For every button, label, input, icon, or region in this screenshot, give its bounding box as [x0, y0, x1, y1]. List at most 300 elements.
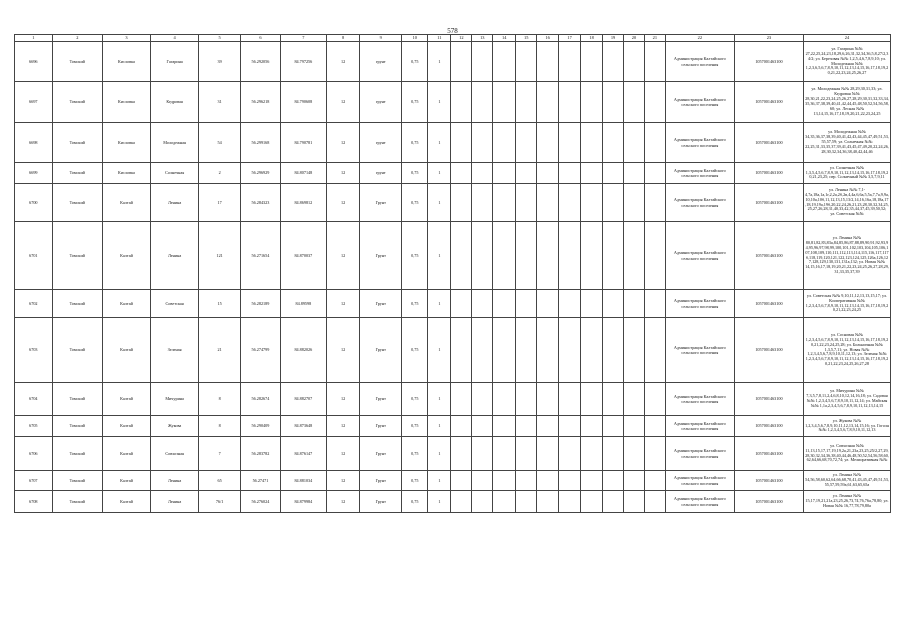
cell-c11: 1 — [428, 222, 451, 290]
cell-empty — [581, 184, 603, 222]
cell-c9: грунт — [360, 42, 402, 82]
cell-empty — [581, 437, 603, 471]
cell-id: 6706 — [15, 437, 53, 471]
cell-empty — [581, 383, 603, 416]
cell-c10: 0,75 — [402, 184, 428, 222]
cell-lon: 84.873648 — [280, 416, 326, 437]
cell-empty — [603, 318, 624, 383]
cell-lat: 56.282674 — [241, 383, 281, 416]
cell-streets: ул. Ленина №№ 54,56,58,60,62,64,66,68,70,41,43,45,47,49,51,53,55,57,59,59а,61,63,65,65а — [803, 471, 890, 491]
cell-empty — [644, 290, 665, 318]
cell-empty — [451, 437, 472, 471]
cell-empty — [644, 416, 665, 437]
cell-lat: 56.276024 — [241, 491, 281, 513]
table-row — [15, 491, 891, 513]
cell-empty — [472, 222, 493, 290]
cell-empty — [537, 42, 559, 82]
cell-empty — [559, 437, 581, 471]
cell-empty — [581, 290, 603, 318]
cell-empty — [537, 471, 559, 491]
column-number: 2 — [52, 35, 102, 42]
cell-house: 76/1 — [199, 491, 241, 513]
cell-house: 31 — [199, 82, 241, 123]
cell-empty — [451, 163, 472, 184]
cell-empty — [581, 471, 603, 491]
cell-empty — [623, 318, 644, 383]
cell-c9: грунт — [360, 82, 402, 123]
table-row — [15, 290, 891, 318]
column-number: 13 — [472, 35, 493, 42]
cell-settlement: Кисловка — [102, 82, 150, 123]
cell-lat: 56.290409 — [241, 416, 281, 437]
cell-empty — [472, 471, 493, 491]
column-number: 21 — [644, 35, 665, 42]
cell-empty — [603, 290, 624, 318]
cell-streets: ул. Ленина №№ 15,17,19,21,21а,23,25,26,73,74,76,76а,78,80; ул. Новая №№ 16,77,78,79,80а — [803, 491, 890, 513]
cell-c10: 0,75 — [402, 82, 428, 123]
cell-house: 17 — [199, 184, 241, 222]
cell-empty — [623, 437, 644, 471]
cell-house: 7 — [199, 437, 241, 471]
cell-empty — [516, 318, 537, 383]
cell-district: Томский — [52, 437, 102, 471]
column-number: 22 — [665, 35, 734, 42]
cell-empty — [603, 437, 624, 471]
cell-c11: 1 — [428, 318, 451, 383]
cell-c11: 1 — [428, 42, 451, 82]
cell-empty — [472, 383, 493, 416]
cell-empty — [623, 82, 644, 123]
column-number: 15 — [516, 35, 537, 42]
cell-empty — [451, 82, 472, 123]
cell-empty — [603, 184, 624, 222]
cell-lat: 56.27471 — [241, 471, 281, 491]
cell-c10: 0,75 — [402, 437, 428, 471]
column-number-row — [15, 35, 891, 42]
cell-empty — [603, 123, 624, 163]
cell-lon: 84.876147 — [280, 437, 326, 471]
cell-district: Томский — [52, 471, 102, 491]
cell-empty — [559, 416, 581, 437]
cell-empty — [644, 82, 665, 123]
cell-district: Томский — [52, 184, 102, 222]
cell-lon: 84.869812 — [280, 184, 326, 222]
cell-org: Администрация Калтайского сельского поселения — [665, 222, 734, 290]
cell-empty — [451, 222, 472, 290]
cell-empty — [603, 416, 624, 437]
cell-c10: 0,75 — [402, 290, 428, 318]
cell-empty — [493, 491, 516, 513]
cell-empty — [493, 42, 516, 82]
cell-streets: ул. Жукова №№ 1,2,3,4,5,6,7,8,9,10,11,12,13,14,15,16; ул. Гоголя №№ 1,2,3,4,5,6,7,8,9,10,11,12,13 — [803, 416, 890, 437]
column-number: 23 — [734, 35, 803, 42]
cell-c9: грунт — [360, 163, 402, 184]
cell-house: 65 — [199, 471, 241, 491]
cell-empty — [451, 383, 472, 416]
cell-empty — [644, 437, 665, 471]
cell-c9: грунт — [360, 123, 402, 163]
cell-empty — [644, 123, 665, 163]
cell-empty — [537, 383, 559, 416]
cell-empty — [493, 222, 516, 290]
cell-empty — [537, 416, 559, 437]
cell-empty — [516, 82, 537, 123]
cell-empty — [623, 184, 644, 222]
cell-empty — [623, 491, 644, 513]
cell-c11: 1 — [428, 437, 451, 471]
cell-empty — [537, 123, 559, 163]
cell-empty — [559, 318, 581, 383]
cell-empty — [516, 290, 537, 318]
cell-district: Томский — [52, 123, 102, 163]
cell-empty — [559, 184, 581, 222]
cell-empty — [537, 163, 559, 184]
page-number: 578 — [447, 27, 458, 35]
cell-empty — [493, 318, 516, 383]
cell-c8: 12 — [326, 383, 359, 416]
cell-c8: 12 — [326, 318, 359, 383]
cell-empty — [516, 163, 537, 184]
cell-c11: 1 — [428, 290, 451, 318]
cell-empty — [516, 491, 537, 513]
cell-c10: 0,75 — [402, 123, 428, 163]
cell-ogrn: 1057001463100 — [734, 290, 803, 318]
cell-c11: 1 — [428, 383, 451, 416]
cell-streets: ул. Мичурина №№ 7,3,5,7,8,11,2,4,6,8,10,12,14,16,18; ул. Садовая №№ 1,2,3,4,5,6,7,8,9,10,11,12,14; ул. Майская №№ 1,1а,2,3,4,5,6,7,8,9,10,11,12,13,14,15 — [803, 383, 890, 416]
cell-lat: 56.292056 — [241, 42, 281, 82]
cell-empty — [537, 82, 559, 123]
cell-ogrn: 1057001463100 — [734, 416, 803, 437]
cell-street: Зеленая — [151, 318, 199, 383]
cell-empty — [493, 123, 516, 163]
cell-empty — [581, 318, 603, 383]
cell-streets: ул. Ленина №№ 7,1-4,7а,18а,1а,1г,2,2а,2б,2в,4,4а,6,6а,5,5а,7,7а,9,9а,10,10а,10б,11,12,13,15,13/2,14,16,16а,18,18а,17,18,19,19а,19б,20,22,24,26,21,23,28,30,32,34,25,25,27,26,28,31,40,33,42,35,44,37,45,39,50,52; ул. Советская №№ — [803, 184, 890, 222]
cell-c10: 0,75 — [402, 42, 428, 82]
cell-street: Ленина — [151, 222, 199, 290]
cell-empty — [644, 491, 665, 513]
cell-house: 8 — [199, 416, 241, 437]
cell-street: Ленина — [151, 471, 199, 491]
cell-empty — [623, 222, 644, 290]
cell-empty — [472, 318, 493, 383]
cell-empty — [516, 42, 537, 82]
table-row — [15, 184, 891, 222]
cell-empty — [559, 383, 581, 416]
cell-id: 6699 — [15, 163, 53, 184]
cell-streets: ул. Гагарина №№ 27,22,25,24,23,18,29,6,26,31,32,34,36,5,8,27/2,34/2; ул. Березовая №№ 1,2,5,4,6,7,8,9,10; ул. Молодежная №№ 1,2,3,6,5,6,7,8,9,10,11,12,13,14,15,16,17,18,19,20,21,22,23,24,25,26,27 — [803, 42, 890, 82]
cell-empty — [623, 42, 644, 82]
cell-empty — [623, 416, 644, 437]
column-number: 10 — [402, 35, 428, 42]
cell-ogrn: 1057001463100 — [734, 491, 803, 513]
table-row — [15, 318, 891, 383]
cell-empty — [644, 222, 665, 290]
cell-c10: 0,75 — [402, 318, 428, 383]
cell-org: Администрация Калтайского сельского поселения — [665, 290, 734, 318]
cell-org: Администрация Калтайского сельского поселения — [665, 184, 734, 222]
cell-empty — [603, 383, 624, 416]
cell-c10: 0,75 — [402, 491, 428, 513]
cell-street: Кедровая — [151, 82, 199, 123]
cell-empty — [623, 123, 644, 163]
table-row — [15, 437, 891, 471]
cell-street: Гагарина — [151, 42, 199, 82]
cell-c11: 1 — [428, 471, 451, 491]
cell-c8: 12 — [326, 222, 359, 290]
cell-district: Томский — [52, 222, 102, 290]
cell-c11: 1 — [428, 416, 451, 437]
cell-empty — [581, 123, 603, 163]
table-row — [15, 163, 891, 184]
cell-id: 6705 — [15, 416, 53, 437]
cell-empty — [472, 491, 493, 513]
cell-id: 6701 — [15, 222, 53, 290]
cell-lon: 84.882707 — [280, 383, 326, 416]
cell-street: Солнечная — [151, 163, 199, 184]
cell-empty — [493, 163, 516, 184]
cell-empty — [537, 184, 559, 222]
column-number: 16 — [537, 35, 559, 42]
cell-street: Молодежная — [151, 123, 199, 163]
cell-id: 6697 — [15, 82, 53, 123]
cell-lon: 84.870037 — [280, 222, 326, 290]
cell-settlement: Калтай — [102, 290, 150, 318]
cell-org: Администрация Калтайского сельского поселения — [665, 383, 734, 416]
cell-settlement: Калтай — [102, 471, 150, 491]
cell-district: Томский — [52, 163, 102, 184]
cell-id: 6708 — [15, 491, 53, 513]
table-row — [15, 42, 891, 82]
column-number: 24 — [803, 35, 890, 42]
cell-streets: ул. Ленина №№ 80,81,82,83,83а,84,85,86,87,88,89,90,91,92,93,94,95,96,97,98,99,100,101,102,103,104,105,106,107,108,109,110,111,112,113,114,115,116,117,117б,118,119,120,121,122,123,124,125,126а,126,127,128,129,130,131,131а,132; ул. Новая №№ 14,15,16,17,18,19,20,21,22,23,24,25,26,27,28,29,31,33,35,37,39 — [803, 222, 890, 290]
cell-empty — [472, 123, 493, 163]
cell-empty — [559, 123, 581, 163]
column-number: 17 — [559, 35, 581, 42]
cell-empty — [516, 416, 537, 437]
table-row — [15, 416, 891, 437]
cell-district: Томский — [52, 82, 102, 123]
cell-settlement: Кисловка — [102, 123, 150, 163]
cell-empty — [581, 82, 603, 123]
column-number: 4 — [151, 35, 199, 42]
cell-c11: 1 — [428, 184, 451, 222]
cell-house: 121 — [199, 222, 241, 290]
cell-c8: 12 — [326, 437, 359, 471]
cell-empty — [493, 471, 516, 491]
cell-empty — [493, 383, 516, 416]
cell-empty — [623, 383, 644, 416]
cell-ogrn: 1057001463100 — [734, 437, 803, 471]
cell-district: Томский — [52, 491, 102, 513]
cell-empty — [581, 42, 603, 82]
cell-empty — [644, 318, 665, 383]
cell-lon: 84.882026 — [280, 318, 326, 383]
cell-district: Томский — [52, 416, 102, 437]
cell-org: Администрация Калтайского сельского поселения — [665, 82, 734, 123]
cell-street: Мичурина — [151, 383, 199, 416]
cell-empty — [644, 163, 665, 184]
cell-ogrn: 1057001463100 — [734, 42, 803, 82]
cell-empty — [603, 491, 624, 513]
cell-c9: Грунт — [360, 184, 402, 222]
cell-ogrn: 1057001463100 — [734, 471, 803, 491]
cell-org: Администрация Калтайского сельского поселения — [665, 163, 734, 184]
cell-c11: 1 — [428, 82, 451, 123]
cell-ogrn: 1057001463100 — [734, 222, 803, 290]
cell-c8: 12 — [326, 82, 359, 123]
cell-ogrn: 1057001463100 — [734, 82, 803, 123]
cell-c9: Грунт — [360, 383, 402, 416]
column-number: 6 — [241, 35, 281, 42]
cell-c10: 0,75 — [402, 222, 428, 290]
cell-empty — [472, 290, 493, 318]
cell-lat: 56.274799 — [241, 318, 281, 383]
cell-district: Томский — [52, 383, 102, 416]
cell-empty — [603, 222, 624, 290]
cell-c10: 0,75 — [402, 163, 428, 184]
column-number: 20 — [623, 35, 644, 42]
cell-org: Администрация Калтайского сельского поселения — [665, 416, 734, 437]
column-number: 9 — [360, 35, 402, 42]
cell-empty — [603, 163, 624, 184]
cell-settlement: Калтай — [102, 416, 150, 437]
cell-empty — [623, 163, 644, 184]
register-table — [14, 34, 891, 513]
cell-lat: 56.271654 — [241, 222, 281, 290]
cell-empty — [516, 184, 537, 222]
cell-empty — [581, 416, 603, 437]
cell-empty — [451, 318, 472, 383]
cell-empty — [559, 82, 581, 123]
cell-settlement: Калтай — [102, 184, 150, 222]
cell-c8: 12 — [326, 163, 359, 184]
cell-streets: ул. Советская №№ 9,10,11,12,13,13,15,17; ул. Кооперативная №№ 1,2,3,4,5,6,7,8,9,10,11,12,13,14,15,16,17,18,19,20,21,22,23,24,25 — [803, 290, 890, 318]
cell-lon: 84.879984 — [280, 491, 326, 513]
cell-c11: 1 — [428, 491, 451, 513]
column-number: 18 — [581, 35, 603, 42]
cell-c11: 1 — [428, 123, 451, 163]
cell-ogrn: 1057001463100 — [734, 163, 803, 184]
cell-lon: 84.807148 — [280, 163, 326, 184]
cell-c8: 12 — [326, 416, 359, 437]
column-number: 8 — [326, 35, 359, 42]
column-number: 14 — [493, 35, 516, 42]
cell-district: Томский — [52, 42, 102, 82]
cell-c8: 12 — [326, 491, 359, 513]
cell-street: Советская — [151, 290, 199, 318]
table-row — [15, 383, 891, 416]
cell-id: 6696 — [15, 42, 53, 82]
cell-empty — [603, 82, 624, 123]
cell-ogrn: 1057001463100 — [734, 184, 803, 222]
cell-id: 6700 — [15, 184, 53, 222]
cell-settlement: Калтай — [102, 383, 150, 416]
cell-settlement: Калтай — [102, 491, 150, 513]
cell-id: 6698 — [15, 123, 53, 163]
table-row — [15, 471, 891, 491]
cell-c8: 12 — [326, 471, 359, 491]
cell-empty — [559, 290, 581, 318]
cell-c9: Грунт — [360, 471, 402, 491]
cell-street: Ленина — [151, 491, 199, 513]
cell-ogrn: 1057001463100 — [734, 383, 803, 416]
cell-house: 21 — [199, 318, 241, 383]
cell-empty — [472, 416, 493, 437]
cell-streets: ул. Молодежная №№ 28,29,30,31,33; ул. Кедровая №№ 28,30,21,22,23,24,25,26,27,28,29,30,31,32,33,34,35,36,37,38,39,40,41,42,44,45,48,50,52,54,56,58,60; ул. Лесная №№ 13,14,15,16,17,18,19,20,21,22,23,24,25 — [803, 82, 890, 123]
cell-empty — [559, 222, 581, 290]
cell-lon: 84.881034 — [280, 471, 326, 491]
cell-streets: ул. Солнечная №№ 1,3,5,4,5,6,7,8,9,10,11,12,13,14,15,16,17,18,19,20,21,23,25; пер. Солнечный №№ 3,5,7,9,11 — [803, 163, 890, 184]
cell-lat: 56.296218 — [241, 82, 281, 123]
cell-c11: 1 — [428, 163, 451, 184]
cell-settlement: Калтай — [102, 318, 150, 383]
cell-street: Ленина — [151, 184, 199, 222]
cell-c9: Грунт — [360, 437, 402, 471]
cell-empty — [472, 437, 493, 471]
table-row — [15, 123, 891, 163]
cell-empty — [559, 163, 581, 184]
cell-c10: 0,75 — [402, 383, 428, 416]
cell-empty — [451, 471, 472, 491]
cell-empty — [493, 184, 516, 222]
cell-lon: 84.89598 — [280, 290, 326, 318]
cell-streets: ул. Сосновая №№ 1,2,3,4,5,6,7,8,9,10,11,12,13,14,15,16,17,18,19,20,21,22,23,24,25,28; ул. Больничная №№ 1,3,5,7,11; ул. Новая №№ 1,2,3,4,5,6,7,8,9,10,11,12,13; ул. Зеленая №№ 1,2,3,4,5,6,7,8,9,10,11,12,13,14,15,16,17,18,19,20,21,22,23,24,25,26,27,28 — [803, 318, 890, 383]
cell-c8: 12 — [326, 184, 359, 222]
cell-lon: 84.790781 — [280, 123, 326, 163]
cell-lat: 56.282189 — [241, 290, 281, 318]
cell-empty — [451, 42, 472, 82]
cell-empty — [493, 416, 516, 437]
cell-empty — [451, 491, 472, 513]
cell-empty — [559, 471, 581, 491]
cell-empty — [581, 222, 603, 290]
cell-lon: 84.790608 — [280, 82, 326, 123]
cell-c8: 12 — [326, 42, 359, 82]
cell-settlement: Кисловка — [102, 163, 150, 184]
cell-empty — [451, 290, 472, 318]
column-number: 19 — [603, 35, 624, 42]
column-number: 3 — [102, 35, 150, 42]
cell-empty — [559, 491, 581, 513]
cell-empty — [516, 222, 537, 290]
cell-org: Администрация Калтайского сельского поселения — [665, 437, 734, 471]
cell-c9: Грунт — [360, 318, 402, 383]
column-number: 1 — [15, 35, 53, 42]
cell-streets: ул. Молодежная №№ 34,35,36,37,38,39,40,41,42,43,44,45,47,49,51,53,55,57,59; ул. Солнечная №№ 22,25,31,33,35,37,39,41,43,45,47,49,20,22,24,26,28,30,32,34,36,38,40,42,44,46 — [803, 123, 890, 163]
cell-lat: 56.284323 — [241, 184, 281, 222]
cell-district: Томский — [52, 290, 102, 318]
cell-c9: Грунт — [360, 222, 402, 290]
cell-empty — [644, 471, 665, 491]
cell-empty — [493, 437, 516, 471]
cell-org: Администрация Калтайского сельского поселения — [665, 491, 734, 513]
cell-empty — [516, 123, 537, 163]
cell-empty — [623, 471, 644, 491]
cell-empty — [472, 82, 493, 123]
cell-settlement: Калтай — [102, 437, 150, 471]
cell-org: Администрация Калтайского сельского поселения — [665, 42, 734, 82]
cell-house: 2 — [199, 163, 241, 184]
cell-empty — [472, 163, 493, 184]
cell-empty — [603, 42, 624, 82]
column-number: 7 — [280, 35, 326, 42]
cell-empty — [644, 383, 665, 416]
cell-streets: ул. Совхозная №№ 11,13,15,17,17,19,19,2а,21,23а,23,25,25/2,27,29,28,30,32,34,36,38,40,44,46,48,50,52,54,56,58,60,62,64,66,68,70,72,74; ул. Мелиоративная №№ — [803, 437, 890, 471]
cell-street: Жукова — [151, 416, 199, 437]
cell-empty — [451, 416, 472, 437]
cell-empty — [472, 184, 493, 222]
cell-empty — [537, 222, 559, 290]
